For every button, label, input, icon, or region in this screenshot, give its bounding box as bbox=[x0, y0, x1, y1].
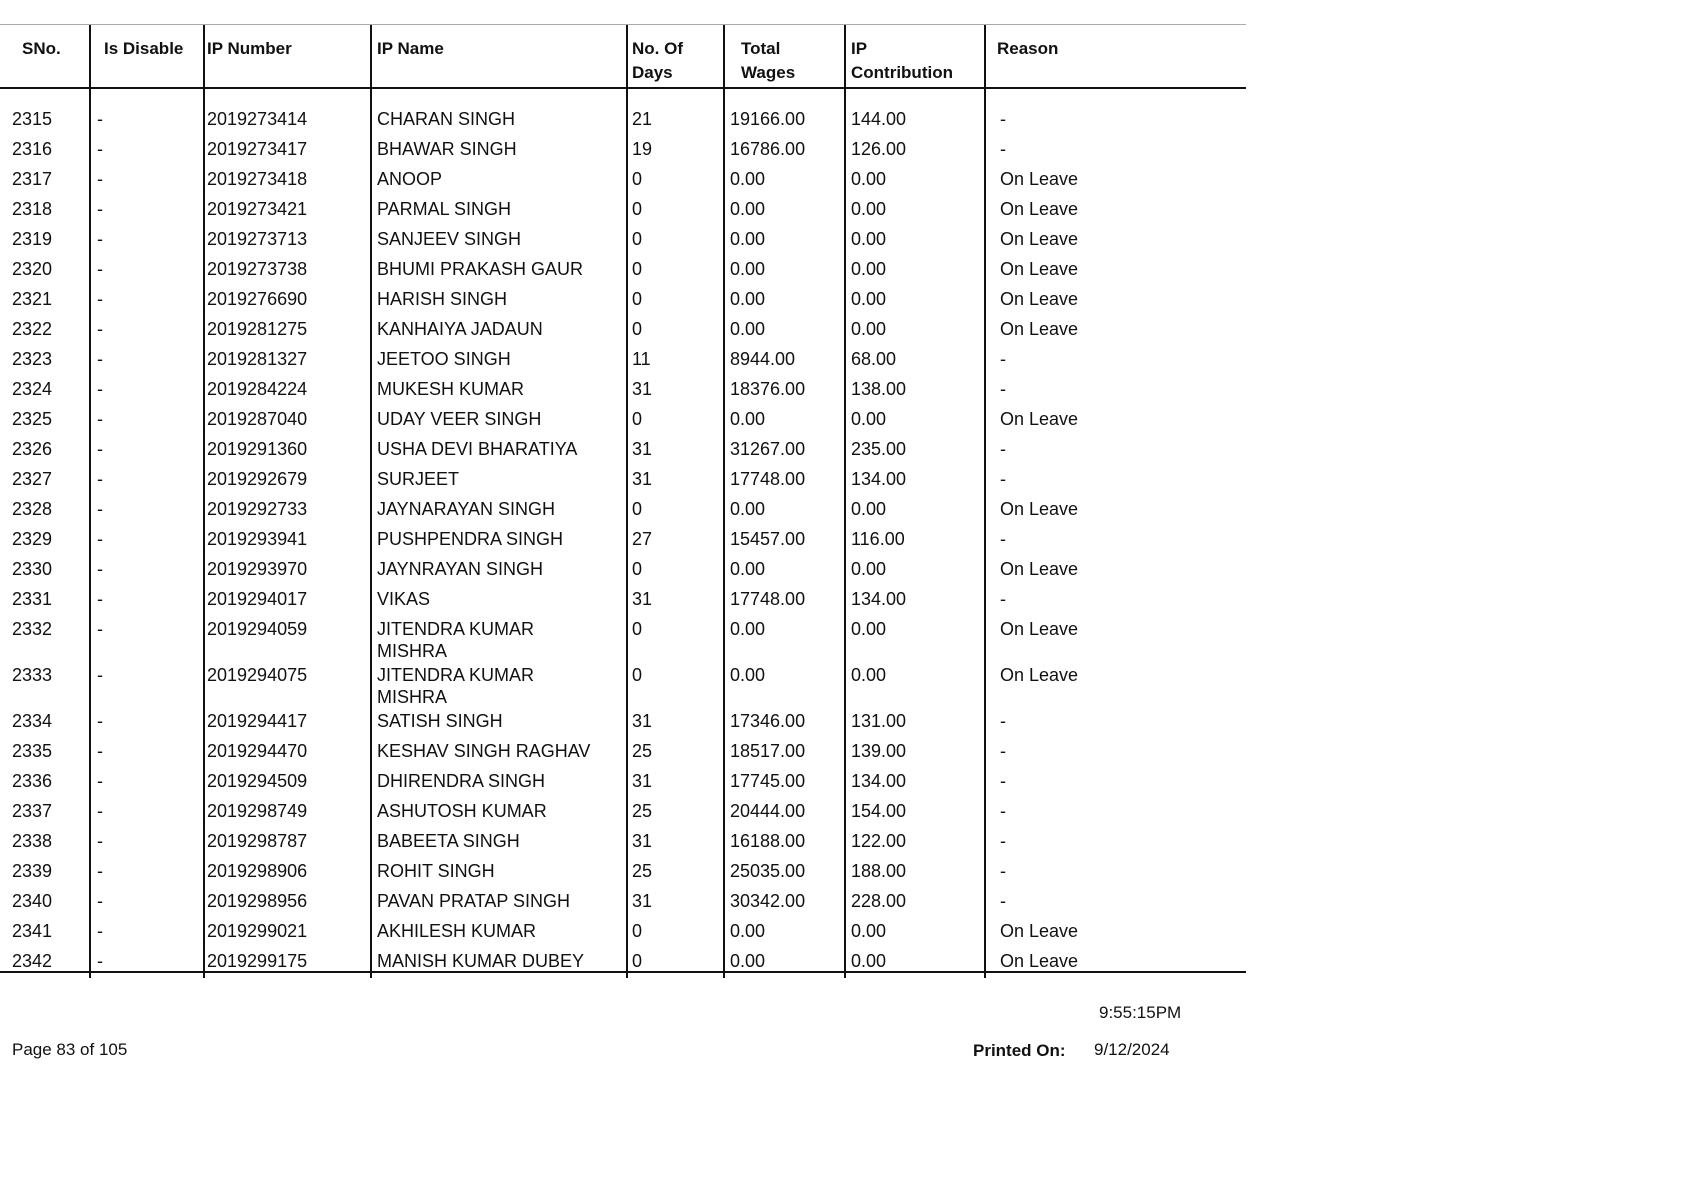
cell-contribution: 0.00 bbox=[851, 289, 887, 309]
cell-ip-name: KANHAIYA JADAUN bbox=[377, 319, 543, 339]
cell-is-disable: - bbox=[97, 801, 103, 821]
table-row bbox=[0, 135, 1246, 165]
cell-sno: 2317 bbox=[12, 169, 53, 189]
cell-wages: 0.00 bbox=[730, 921, 766, 941]
cell-wages: 17346.00 bbox=[730, 711, 806, 731]
cell-days: 31 bbox=[632, 589, 653, 609]
cell-ip-number: 2019292733 bbox=[207, 499, 308, 519]
cell-is-disable: - bbox=[97, 349, 103, 369]
cell-days: 0 bbox=[632, 229, 643, 249]
header-reason: Reason bbox=[997, 39, 1059, 58]
cell-is-disable: - bbox=[97, 229, 103, 249]
cell-contribution: 138.00 bbox=[851, 379, 907, 399]
cell-wages: 0.00 bbox=[730, 559, 766, 579]
cell-contribution: 116.00 bbox=[851, 529, 905, 549]
cell-ip-number: 2019281275 bbox=[207, 319, 308, 339]
cell-days: 21 bbox=[632, 109, 653, 129]
cell-contribution: 144.00 bbox=[851, 109, 907, 129]
cell-is-disable: - bbox=[97, 289, 103, 309]
table-row bbox=[0, 767, 1246, 797]
cell-sno: 2316 bbox=[12, 139, 53, 159]
page-number: Page 83 of 105 bbox=[12, 1040, 128, 1059]
table-row bbox=[0, 525, 1246, 555]
cell-wages: 0.00 bbox=[730, 499, 766, 519]
cell-ip-number: 2019273417 bbox=[207, 139, 308, 159]
cell-contribution: 0.00 bbox=[851, 169, 887, 189]
table-row bbox=[0, 555, 1246, 585]
table-row bbox=[0, 917, 1246, 947]
cell-reason: - bbox=[1000, 711, 1006, 731]
cell-days: 31 bbox=[632, 439, 653, 459]
cell-contribution: 134.00 bbox=[851, 589, 907, 609]
cell-ip-name: CHARAN SINGH bbox=[377, 109, 516, 129]
cell-reason: On Leave bbox=[1000, 921, 1079, 941]
cell-ip-name: PAVAN PRATAP SINGH bbox=[377, 891, 571, 911]
cell-reason: - bbox=[1000, 439, 1006, 459]
cell-is-disable: - bbox=[97, 619, 103, 639]
cell-is-disable: - bbox=[97, 741, 103, 761]
header-no-of-days bbox=[632, 37, 683, 85]
cell-reason: - bbox=[1000, 861, 1006, 881]
cell-contribution: 0.00 bbox=[851, 665, 887, 685]
cell-ip-name: USHA DEVI BHARATIYA bbox=[377, 439, 578, 459]
cell-ip-name: KESHAV SINGH RAGHAV bbox=[377, 741, 591, 761]
cell-ip-number: 2019291360 bbox=[207, 439, 308, 459]
cell-sno: 2342 bbox=[12, 951, 53, 971]
cell-sno: 2326 bbox=[12, 439, 53, 459]
table-row bbox=[0, 857, 1246, 887]
cell-sno: 2319 bbox=[12, 229, 53, 249]
table-row bbox=[0, 887, 1246, 917]
cell-days: 31 bbox=[632, 771, 653, 791]
cell-sno: 2334 bbox=[12, 711, 53, 731]
cell-days: 0 bbox=[632, 259, 643, 279]
cell-wages: 0.00 bbox=[730, 229, 766, 249]
cell-days: 0 bbox=[632, 619, 643, 639]
cell-reason: - bbox=[1000, 801, 1006, 821]
cell-ip-name: BHAWAR SINGH bbox=[377, 139, 517, 159]
cell-reason: - bbox=[1000, 349, 1006, 369]
table-row bbox=[0, 375, 1246, 405]
cell-contribution: 228.00 bbox=[851, 891, 907, 911]
cell-sno: 2338 bbox=[12, 831, 53, 851]
cell-contribution: 0.00 bbox=[851, 619, 887, 639]
cell-sno: 2323 bbox=[12, 349, 53, 369]
table-row bbox=[0, 255, 1246, 285]
cell-ip-number: 2019294509 bbox=[207, 771, 308, 791]
cell-sno: 2331 bbox=[12, 589, 53, 609]
cell-sno: 2333 bbox=[12, 665, 53, 685]
cell-reason: - bbox=[1000, 469, 1006, 489]
cell-contribution: 0.00 bbox=[851, 409, 887, 429]
cell-ip-name: ROHIT SINGH bbox=[377, 861, 495, 881]
header-sno: SNo. bbox=[22, 39, 61, 58]
header-ip-contribution bbox=[851, 37, 953, 85]
cell-wages: 18376.00 bbox=[730, 379, 806, 399]
cell-ip-number: 2019292679 bbox=[207, 469, 308, 489]
cell-is-disable: - bbox=[97, 199, 103, 219]
table-header bbox=[0, 25, 1246, 89]
cell-reason: - bbox=[1000, 771, 1006, 791]
cell-wages: 17748.00 bbox=[730, 469, 806, 489]
cell-is-disable: - bbox=[97, 559, 103, 579]
cell-ip-number: 2019287040 bbox=[207, 409, 308, 429]
table-row bbox=[0, 465, 1246, 495]
cell-reason: On Leave bbox=[1000, 319, 1079, 339]
cell-days: 25 bbox=[632, 801, 653, 821]
table-row bbox=[0, 585, 1246, 615]
cell-sno: 2325 bbox=[12, 409, 53, 429]
cell-ip-name: JEETOO SINGH bbox=[377, 349, 511, 369]
cell-ip-number: 2019294417 bbox=[207, 711, 308, 731]
cell-is-disable: - bbox=[97, 169, 103, 189]
cell-ip-name: DHIRENDRA SINGH bbox=[377, 771, 546, 791]
cell-days: 31 bbox=[632, 831, 653, 851]
cell-contribution: 0.00 bbox=[851, 499, 887, 519]
cell-contribution: 0.00 bbox=[851, 319, 887, 339]
cell-wages: 20444.00 bbox=[730, 801, 806, 821]
cell-reason: - bbox=[1000, 529, 1006, 549]
cell-days: 0 bbox=[632, 199, 643, 219]
cell-sno: 2322 bbox=[12, 319, 53, 339]
cell-days: 25 bbox=[632, 741, 653, 761]
cell-contribution: 139.00 bbox=[851, 741, 907, 761]
cell-reason: - bbox=[1000, 139, 1006, 159]
cell-is-disable: - bbox=[97, 319, 103, 339]
cell-days: 31 bbox=[632, 379, 653, 399]
table-row bbox=[0, 827, 1246, 857]
cell-days: 0 bbox=[632, 951, 643, 971]
cell-wages: 30342.00 bbox=[730, 891, 806, 911]
cell-is-disable: - bbox=[97, 589, 103, 609]
cell-ip-name: SATISH SINGH bbox=[377, 711, 503, 731]
cell-wages: 0.00 bbox=[730, 169, 766, 189]
cell-ip-number: 2019273414 bbox=[207, 109, 308, 129]
cell-ip-name: MANISH KUMAR DUBEY bbox=[377, 951, 585, 971]
cell-wages: 17748.00 bbox=[730, 589, 806, 609]
cell-sno: 2329 bbox=[12, 529, 53, 549]
cell-ip-name: HARISH SINGH bbox=[377, 289, 508, 309]
cell-ip-number: 2019276690 bbox=[207, 289, 308, 309]
cell-days: 0 bbox=[632, 409, 643, 429]
cell-is-disable: - bbox=[97, 861, 103, 881]
cell-reason: - bbox=[1000, 589, 1006, 609]
table-row bbox=[0, 195, 1246, 225]
table-row bbox=[0, 165, 1246, 195]
cell-reason: On Leave bbox=[1000, 619, 1079, 639]
cell-days: 0 bbox=[632, 289, 643, 309]
cell-days: 0 bbox=[632, 499, 643, 519]
cell-sno: 2315 bbox=[12, 109, 53, 129]
cell-days: 25 bbox=[632, 861, 653, 881]
cell-wages: 8944.00 bbox=[730, 349, 796, 369]
cell-reason: On Leave bbox=[1000, 199, 1079, 219]
cell-days: 31 bbox=[632, 711, 653, 731]
table-row bbox=[0, 405, 1246, 435]
header-ip-number: IP Number bbox=[207, 39, 292, 58]
cell-sno: 2341 bbox=[12, 921, 53, 941]
cell-ip-number: 2019273713 bbox=[207, 229, 308, 249]
cell-ip-number: 2019273418 bbox=[207, 169, 308, 189]
cell-ip-name: PUSHPENDRA SINGH bbox=[377, 529, 564, 549]
cell-is-disable: - bbox=[97, 529, 103, 549]
table-row bbox=[0, 105, 1246, 135]
cell-wages: 0.00 bbox=[730, 409, 766, 429]
cell-sno: 2321 bbox=[12, 289, 53, 309]
cell-wages: 0.00 bbox=[730, 665, 766, 685]
cell-contribution: 126.00 bbox=[851, 139, 907, 159]
cell-ip-number: 2019273738 bbox=[207, 259, 308, 279]
cell-wages: 18517.00 bbox=[730, 741, 806, 761]
cell-ip-name: PARMAL SINGH bbox=[377, 199, 512, 219]
cell-reason: On Leave bbox=[1000, 665, 1079, 685]
cell-ip-name: JAYNARAYAN SINGH bbox=[377, 499, 556, 519]
cell-contribution: 131.00 bbox=[851, 711, 907, 731]
cell-days: 27 bbox=[632, 529, 653, 549]
cell-wages: 17745.00 bbox=[730, 771, 806, 791]
cell-ip-name: ANOOP bbox=[377, 169, 443, 189]
cell-is-disable: - bbox=[97, 409, 103, 429]
table-row bbox=[0, 661, 1246, 707]
cell-is-disable: - bbox=[97, 891, 103, 911]
cell-reason: On Leave bbox=[1000, 559, 1079, 579]
cell-is-disable: - bbox=[97, 951, 103, 971]
cell-reason: - bbox=[1000, 379, 1006, 399]
cell-contribution: 0.00 bbox=[851, 921, 887, 941]
cell-reason: On Leave bbox=[1000, 259, 1079, 279]
cell-contribution: 0.00 bbox=[851, 259, 887, 279]
cell-contribution: 0.00 bbox=[851, 199, 887, 219]
cell-is-disable: - bbox=[97, 831, 103, 851]
cell-sno: 2328 bbox=[12, 499, 53, 519]
header-is-disable: Is Disable bbox=[104, 39, 184, 58]
cell-is-disable: - bbox=[97, 469, 103, 489]
cell-sno: 2327 bbox=[12, 469, 53, 489]
cell-is-disable: - bbox=[97, 499, 103, 519]
cell-ip-name: VIKAS bbox=[377, 589, 431, 609]
cell-contribution: 68.00 bbox=[851, 349, 897, 369]
table-row bbox=[0, 225, 1246, 255]
table-body bbox=[0, 89, 1246, 977]
cell-ip-number: 2019294075 bbox=[207, 665, 308, 685]
cell-wages: 16786.00 bbox=[730, 139, 806, 159]
cell-ip-name: AKHILESH KUMAR bbox=[377, 921, 537, 941]
table-row bbox=[0, 435, 1246, 465]
cell-days: 0 bbox=[632, 921, 643, 941]
cell-ip-name: BHUMI PRAKASH GAUR bbox=[377, 259, 584, 279]
table-row bbox=[0, 345, 1246, 375]
cell-ip-name: JITENDRA KUMAR MISHRA bbox=[377, 619, 535, 661]
cell-ip-number: 2019299175 bbox=[207, 951, 308, 971]
table-row bbox=[0, 707, 1246, 737]
cell-ip-number: 2019294017 bbox=[207, 589, 308, 609]
cell-contribution: 134.00 bbox=[851, 469, 907, 489]
cell-sno: 2339 bbox=[12, 861, 53, 881]
header-ip-name: IP Name bbox=[377, 39, 444, 58]
cell-reason: - bbox=[1000, 741, 1006, 761]
header-ip-contribution-line2: Contribution bbox=[851, 63, 953, 82]
printed-time: 9:55:15PM bbox=[1099, 1003, 1182, 1022]
table-row bbox=[0, 737, 1246, 767]
cell-wages: 0.00 bbox=[730, 951, 766, 971]
cell-contribution: 0.00 bbox=[851, 229, 887, 249]
printed-on-date: 9/12/2024 bbox=[1094, 1040, 1170, 1059]
cell-days: 0 bbox=[632, 559, 643, 579]
header-no-of-days-line2: Days bbox=[632, 63, 673, 82]
cell-ip-number: 2019293941 bbox=[207, 529, 308, 549]
cell-reason: - bbox=[1000, 109, 1006, 129]
cell-wages: 0.00 bbox=[730, 319, 766, 339]
cell-is-disable: - bbox=[97, 259, 103, 279]
table-row bbox=[0, 285, 1246, 315]
cell-contribution: 0.00 bbox=[851, 951, 887, 971]
header-total-wages bbox=[741, 37, 795, 85]
cell-ip-number: 2019298906 bbox=[207, 861, 308, 881]
cell-contribution: 154.00 bbox=[851, 801, 907, 821]
cell-ip-name: JAYNRAYAN SINGH bbox=[377, 559, 544, 579]
cell-contribution: 188.00 bbox=[851, 861, 907, 881]
cell-ip-name: MUKESH KUMAR bbox=[377, 379, 525, 399]
cell-ip-name: ASHUTOSH KUMAR bbox=[377, 801, 547, 821]
cell-is-disable: - bbox=[97, 771, 103, 791]
cell-ip-number: 2019298749 bbox=[207, 801, 308, 821]
cell-ip-number: 2019281327 bbox=[207, 349, 308, 369]
cell-ip-number: 2019298956 bbox=[207, 891, 308, 911]
cell-reason: On Leave bbox=[1000, 951, 1079, 971]
cell-sno: 2318 bbox=[12, 199, 53, 219]
cell-reason: On Leave bbox=[1000, 499, 1079, 519]
cell-wages: 31267.00 bbox=[730, 439, 806, 459]
cell-is-disable: - bbox=[97, 439, 103, 459]
header-ip-contribution-line1: IP bbox=[851, 39, 868, 58]
cell-sno: 2320 bbox=[12, 259, 53, 279]
cell-wages: 0.00 bbox=[730, 199, 766, 219]
cell-days: 11 bbox=[632, 349, 651, 369]
cell-contribution: 235.00 bbox=[851, 439, 907, 459]
cell-ip-name: SURJEET bbox=[377, 469, 460, 489]
cell-wages: 0.00 bbox=[730, 289, 766, 309]
cell-reason: - bbox=[1000, 831, 1006, 851]
cell-sno: 2335 bbox=[12, 741, 53, 761]
cell-ip-number: 2019294470 bbox=[207, 741, 308, 761]
table-row bbox=[0, 797, 1246, 827]
contribution-table bbox=[0, 24, 1246, 977]
cell-ip-name: JITENDRA KUMAR MISHRA bbox=[377, 665, 535, 707]
printed-on-label: Printed On: bbox=[973, 1041, 1066, 1060]
header-total-wages-line1: Total bbox=[741, 39, 781, 58]
cell-is-disable: - bbox=[97, 379, 103, 399]
cell-days: 0 bbox=[632, 319, 643, 339]
cell-days: 0 bbox=[632, 169, 643, 189]
cell-wages: 0.00 bbox=[730, 619, 766, 639]
table-row bbox=[0, 495, 1246, 525]
cell-wages: 25035.00 bbox=[730, 861, 806, 881]
cell-ip-number: 2019299021 bbox=[207, 921, 308, 941]
cell-sno: 2324 bbox=[12, 379, 53, 399]
cell-ip-name: UDAY VEER SINGH bbox=[377, 409, 542, 429]
cell-days: 31 bbox=[632, 469, 653, 489]
cell-ip-number: 2019294059 bbox=[207, 619, 308, 639]
cell-reason: On Leave bbox=[1000, 289, 1079, 309]
cell-sno: 2330 bbox=[12, 559, 53, 579]
header-total-wages-line2: Wages bbox=[741, 63, 796, 82]
table-bottom-border bbox=[0, 971, 1246, 973]
cell-ip-number: 2019298787 bbox=[207, 831, 308, 851]
cell-is-disable: - bbox=[97, 665, 103, 685]
table-row bbox=[0, 615, 1246, 661]
cell-contribution: 0.00 bbox=[851, 559, 887, 579]
cell-ip-name: BABEETA SINGH bbox=[377, 831, 520, 851]
cell-contribution: 122.00 bbox=[851, 831, 907, 851]
cell-is-disable: - bbox=[97, 139, 103, 159]
cell-is-disable: - bbox=[97, 711, 103, 731]
cell-is-disable: - bbox=[97, 109, 103, 129]
cell-sno: 2340 bbox=[12, 891, 53, 911]
cell-wages: 0.00 bbox=[730, 259, 766, 279]
cell-contribution: 134.00 bbox=[851, 771, 907, 791]
cell-is-disable: - bbox=[97, 921, 103, 941]
cell-reason: On Leave bbox=[1000, 409, 1079, 429]
cell-sno: 2332 bbox=[12, 619, 53, 639]
cell-sno: 2336 bbox=[12, 771, 53, 791]
cell-ip-number: 2019284224 bbox=[207, 379, 308, 399]
cell-wages: 16188.00 bbox=[730, 831, 806, 851]
cell-reason: - bbox=[1000, 891, 1006, 911]
cell-ip-name: SANJEEV SINGH bbox=[377, 229, 522, 249]
cell-days: 31 bbox=[632, 891, 653, 911]
cell-reason: On Leave bbox=[1000, 229, 1079, 249]
cell-ip-number: 2019273421 bbox=[207, 199, 308, 219]
cell-sno: 2337 bbox=[12, 801, 53, 821]
cell-reason: On Leave bbox=[1000, 169, 1079, 189]
table-row bbox=[0, 315, 1246, 345]
cell-wages: 15457.00 bbox=[730, 529, 806, 549]
cell-days: 19 bbox=[632, 139, 653, 159]
header-no-of-days-line1: No. Of bbox=[632, 39, 683, 58]
cell-wages: 19166.00 bbox=[730, 109, 806, 129]
cell-ip-number: 2019293970 bbox=[207, 559, 308, 579]
cell-days: 0 bbox=[632, 665, 643, 685]
